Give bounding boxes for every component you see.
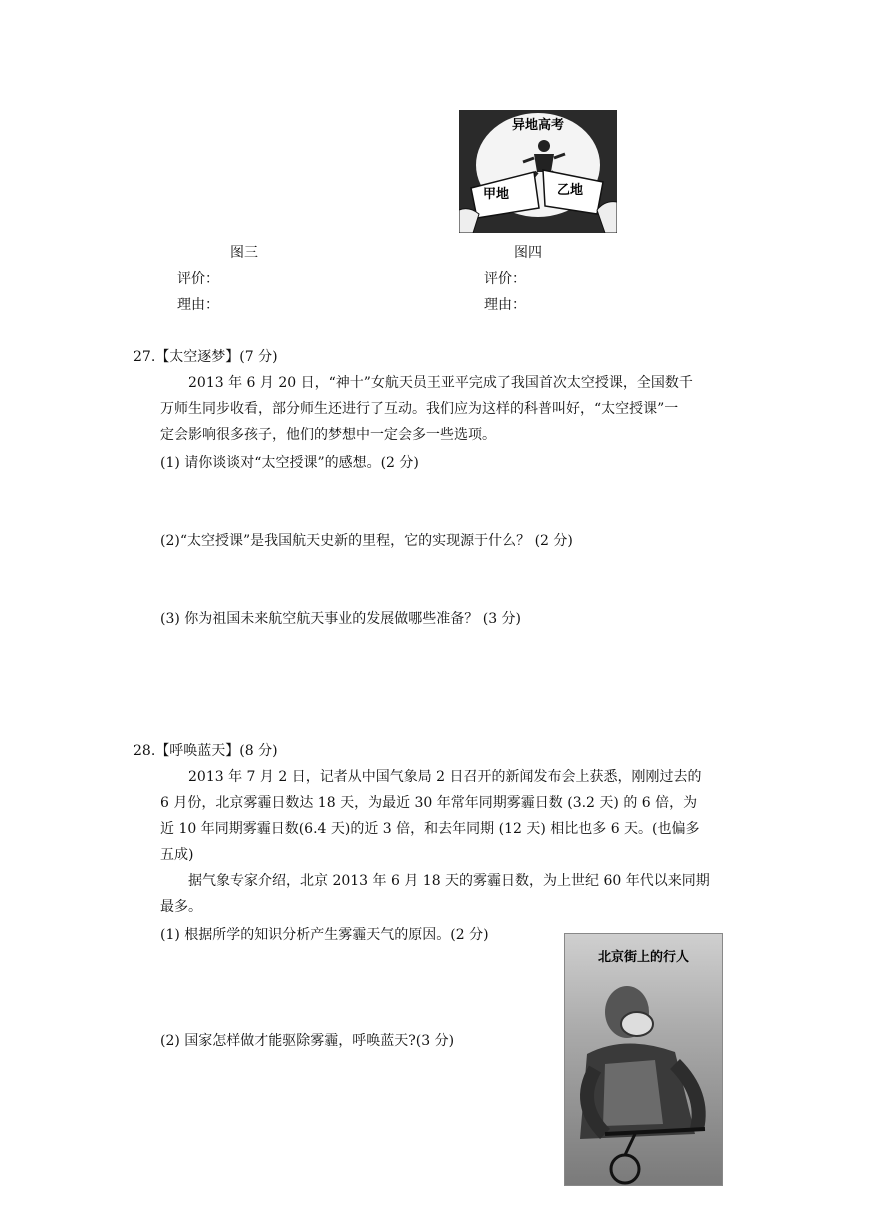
q28-material-line: 6 月份，北京雾霾日数达 18 天，为最近 30 年常年同期雾霾日数 (3.2 天) 的 6 倍，为 <box>160 795 698 811</box>
q28-sub2: (2) 国家怎样做才能驱除雾霾，呼唤蓝天?(3 分) <box>160 1033 455 1049</box>
beijing-pedestrian-photo <box>564 933 723 1186</box>
photo-title: 北京街上的行人 <box>597 950 689 965</box>
q28-heading: 28.【呼唤蓝天】(8 分) <box>133 743 278 759</box>
q27-sub1: (1) 请你谈谈对“太空授课”的感想。(2 分) <box>160 455 419 471</box>
q27-sub2: (2)“太空授课”是我国航天史新的里程，它的实现源于什么？ (2 分) <box>160 533 573 549</box>
q27-material-line: 万师生同步收看，部分师生还进行了互动。我们应为这样的科普叫好，“太空授课”一 <box>160 401 679 417</box>
fig4-title: 异地高考 <box>511 118 564 133</box>
left-reason-label: 理由： <box>177 297 219 313</box>
fig4-right-label: 乙地 <box>557 183 584 198</box>
q28-material-line: 2013 年 7 月 2 日，记者从中国气象局 2 日召开的新闻发布会上获悉，刚刚过去的 <box>188 769 702 785</box>
q28-sub1: (1) 根据所学的知识分析产生雾霾天气的原因。(2 分) <box>160 927 489 943</box>
figure-4-cartoon <box>459 110 617 233</box>
q27-material-line: 定会影响很多孩子，他们的梦想中一定会多一些选项。 <box>160 427 496 443</box>
fig4-left-label: 甲地 <box>483 187 510 202</box>
left-evaluation-label: 评价： <box>177 271 219 287</box>
right-reason-label: 理由： <box>484 297 526 313</box>
pedestrian-illustration <box>565 934 722 1185</box>
q28-material-2 <box>160 868 740 920</box>
right-evaluation-label: 评价： <box>484 271 526 287</box>
q28-material-line: 最多。 <box>160 899 202 915</box>
q28-material-1 <box>160 764 740 868</box>
figure-4-caption: 图四 <box>514 245 542 261</box>
q27-material <box>160 370 740 448</box>
q28-material-line: 据气象专家介绍，北京 2013 年 6 月 18 天的雾霾日数，为上世纪 60 年代以来同期 <box>188 873 710 889</box>
q27-material-line: 2013 年 6 月 20 日，“神十”女航天员王亚平完成了我国首次太空授课，全国数千 <box>188 375 693 391</box>
q27-heading: 27.【太空逐梦】(7 分) <box>133 349 278 365</box>
q28-material-line: 近 10 年同期雾霾日数(6.4 天)的近 3 倍，和去年同期 (12 天) 相比也多 6 天。(也偏多 <box>160 821 700 837</box>
q27-sub3: (3) 你为祖国未来航空航天事业的发展做哪些准备？ (3 分) <box>160 611 522 627</box>
figure-3-caption: 图三 <box>230 245 258 261</box>
q28-material-line: 五成) <box>160 847 194 863</box>
